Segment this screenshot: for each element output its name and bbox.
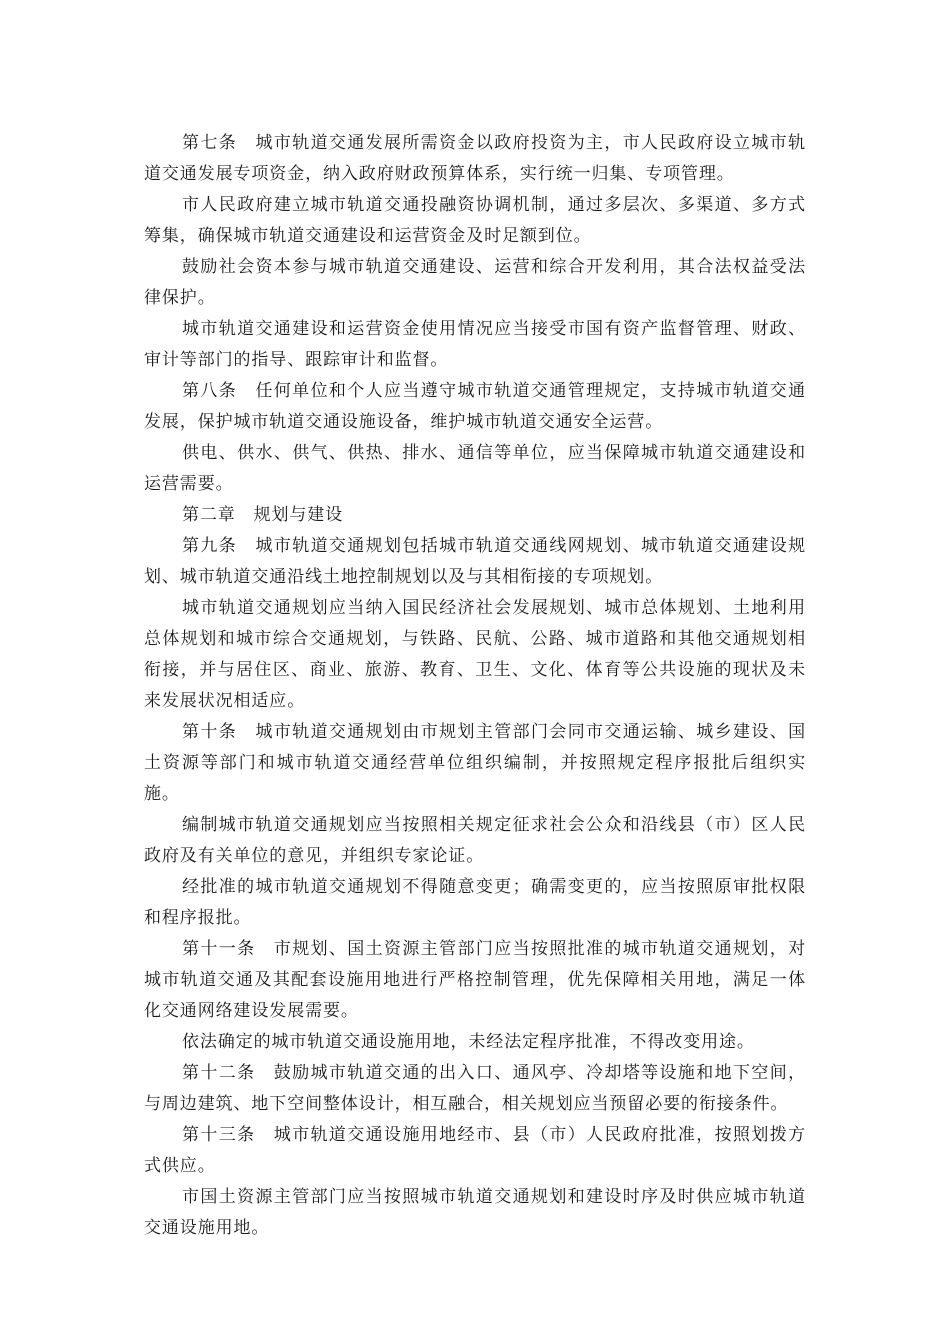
chapter-2-heading: 第二章 规划与建设 (182, 505, 344, 525)
article-13-paragraph: 第十三条 城市轨道交通设施用地经市、县（市）人民政府批准，按照划拨方式供应。 (144, 1125, 806, 1176)
plan-change-paragraph: 经批准的城市轨道交通规划不得随意变更；确需变更的，应当按照原审批权限和程序报批。 (144, 877, 806, 928)
article-11-paragraph: 第十一条 市规划、国土资源主管部门应当按照批准的城市轨道交通规划，对城市轨道交通及其配套设施用地进行严格控制管理，优先保障相关用地，满足一体化交通网络建设发展需要。 (144, 939, 806, 1021)
land-use-paragraph: 依法确定的城市轨道交通设施用地，未经法定程序批准，不得改变用途。 (182, 1032, 755, 1052)
planning-integration-paragraph: 城市轨道交通规划应当纳入国民经济社会发展规划、城市总体规划、土地利用总体规划和城市综合交通规划，与铁路、民航、公路、城市道路和其他交通规划相衔接，并与居住区、商业、旅游、教育、卫生、文化、体育等公共设施的现状及未来发展状况相适应。 (144, 598, 806, 711)
financing-mechanism-paragraph: 市人民政府建立城市轨道交通投融资协调机制，通过多层次、多渠道、多方式筹集，确保城市轨道交通建设和运营资金及时足额到位。 (144, 195, 806, 246)
article-8-paragraph: 第八条 任何单位和个人应当遵守城市轨道交通管理规定，支持城市轨道交通发展，保护城市轨道交通设施设备，维护城市轨道交通安全运营。 (144, 381, 806, 432)
article-10-paragraph: 第十条 城市轨道交通规划由市规划主管部门会同市交通运输、城乡建设、国土资源等部门和城市轨道交通经营单位组织编制，并按照规定程序报批后组织实施。 (144, 722, 806, 804)
article-12-paragraph: 第十二条 鼓励城市轨道交通的出入口、通风亭、冷却塔等设施和地下空间，与周边建筑、地下空间整体设计，相互融合，相关规划应当预留必要的衔接条件。 (144, 1063, 806, 1114)
fund-supervision-paragraph: 城市轨道交通建设和运营资金使用情况应当接受市国有资产监督管理、财政、审计等部门的指导、跟踪审计和监督。 (144, 319, 806, 370)
land-supply-paragraph: 市国土资源主管部门应当按照城市轨道交通规划和建设时序及时供应城市轨道交通设施用地。 (144, 1187, 806, 1238)
article-9-paragraph: 第九条 城市轨道交通规划包括城市轨道交通线网规划、城市轨道交通建设规划、城市轨道交通沿线土地控制规划以及与其相衔接的专项规划。 (144, 536, 806, 587)
document-page (144, 128, 806, 1244)
public-consultation-paragraph: 编制城市轨道交通规划应当按照相关规定征求社会公众和沿线县（市）区人民政府及有关单位的意见，并组织专家论证。 (144, 815, 806, 866)
article-7-paragraph: 第七条 城市轨道交通发展所需资金以政府投资为主，市人民政府设立城市轨道交通发展专项资金，纳入政府财政预算体系，实行统一归集、专项管理。 (144, 133, 806, 184)
utilities-paragraph: 供电、供水、供气、供热、排水、通信等单位，应当保障城市轨道交通建设和运营需要。 (144, 443, 806, 494)
social-capital-paragraph: 鼓励社会资本参与城市轨道交通建设、运营和综合开发利用，其合法权益受法律保护。 (144, 257, 806, 308)
